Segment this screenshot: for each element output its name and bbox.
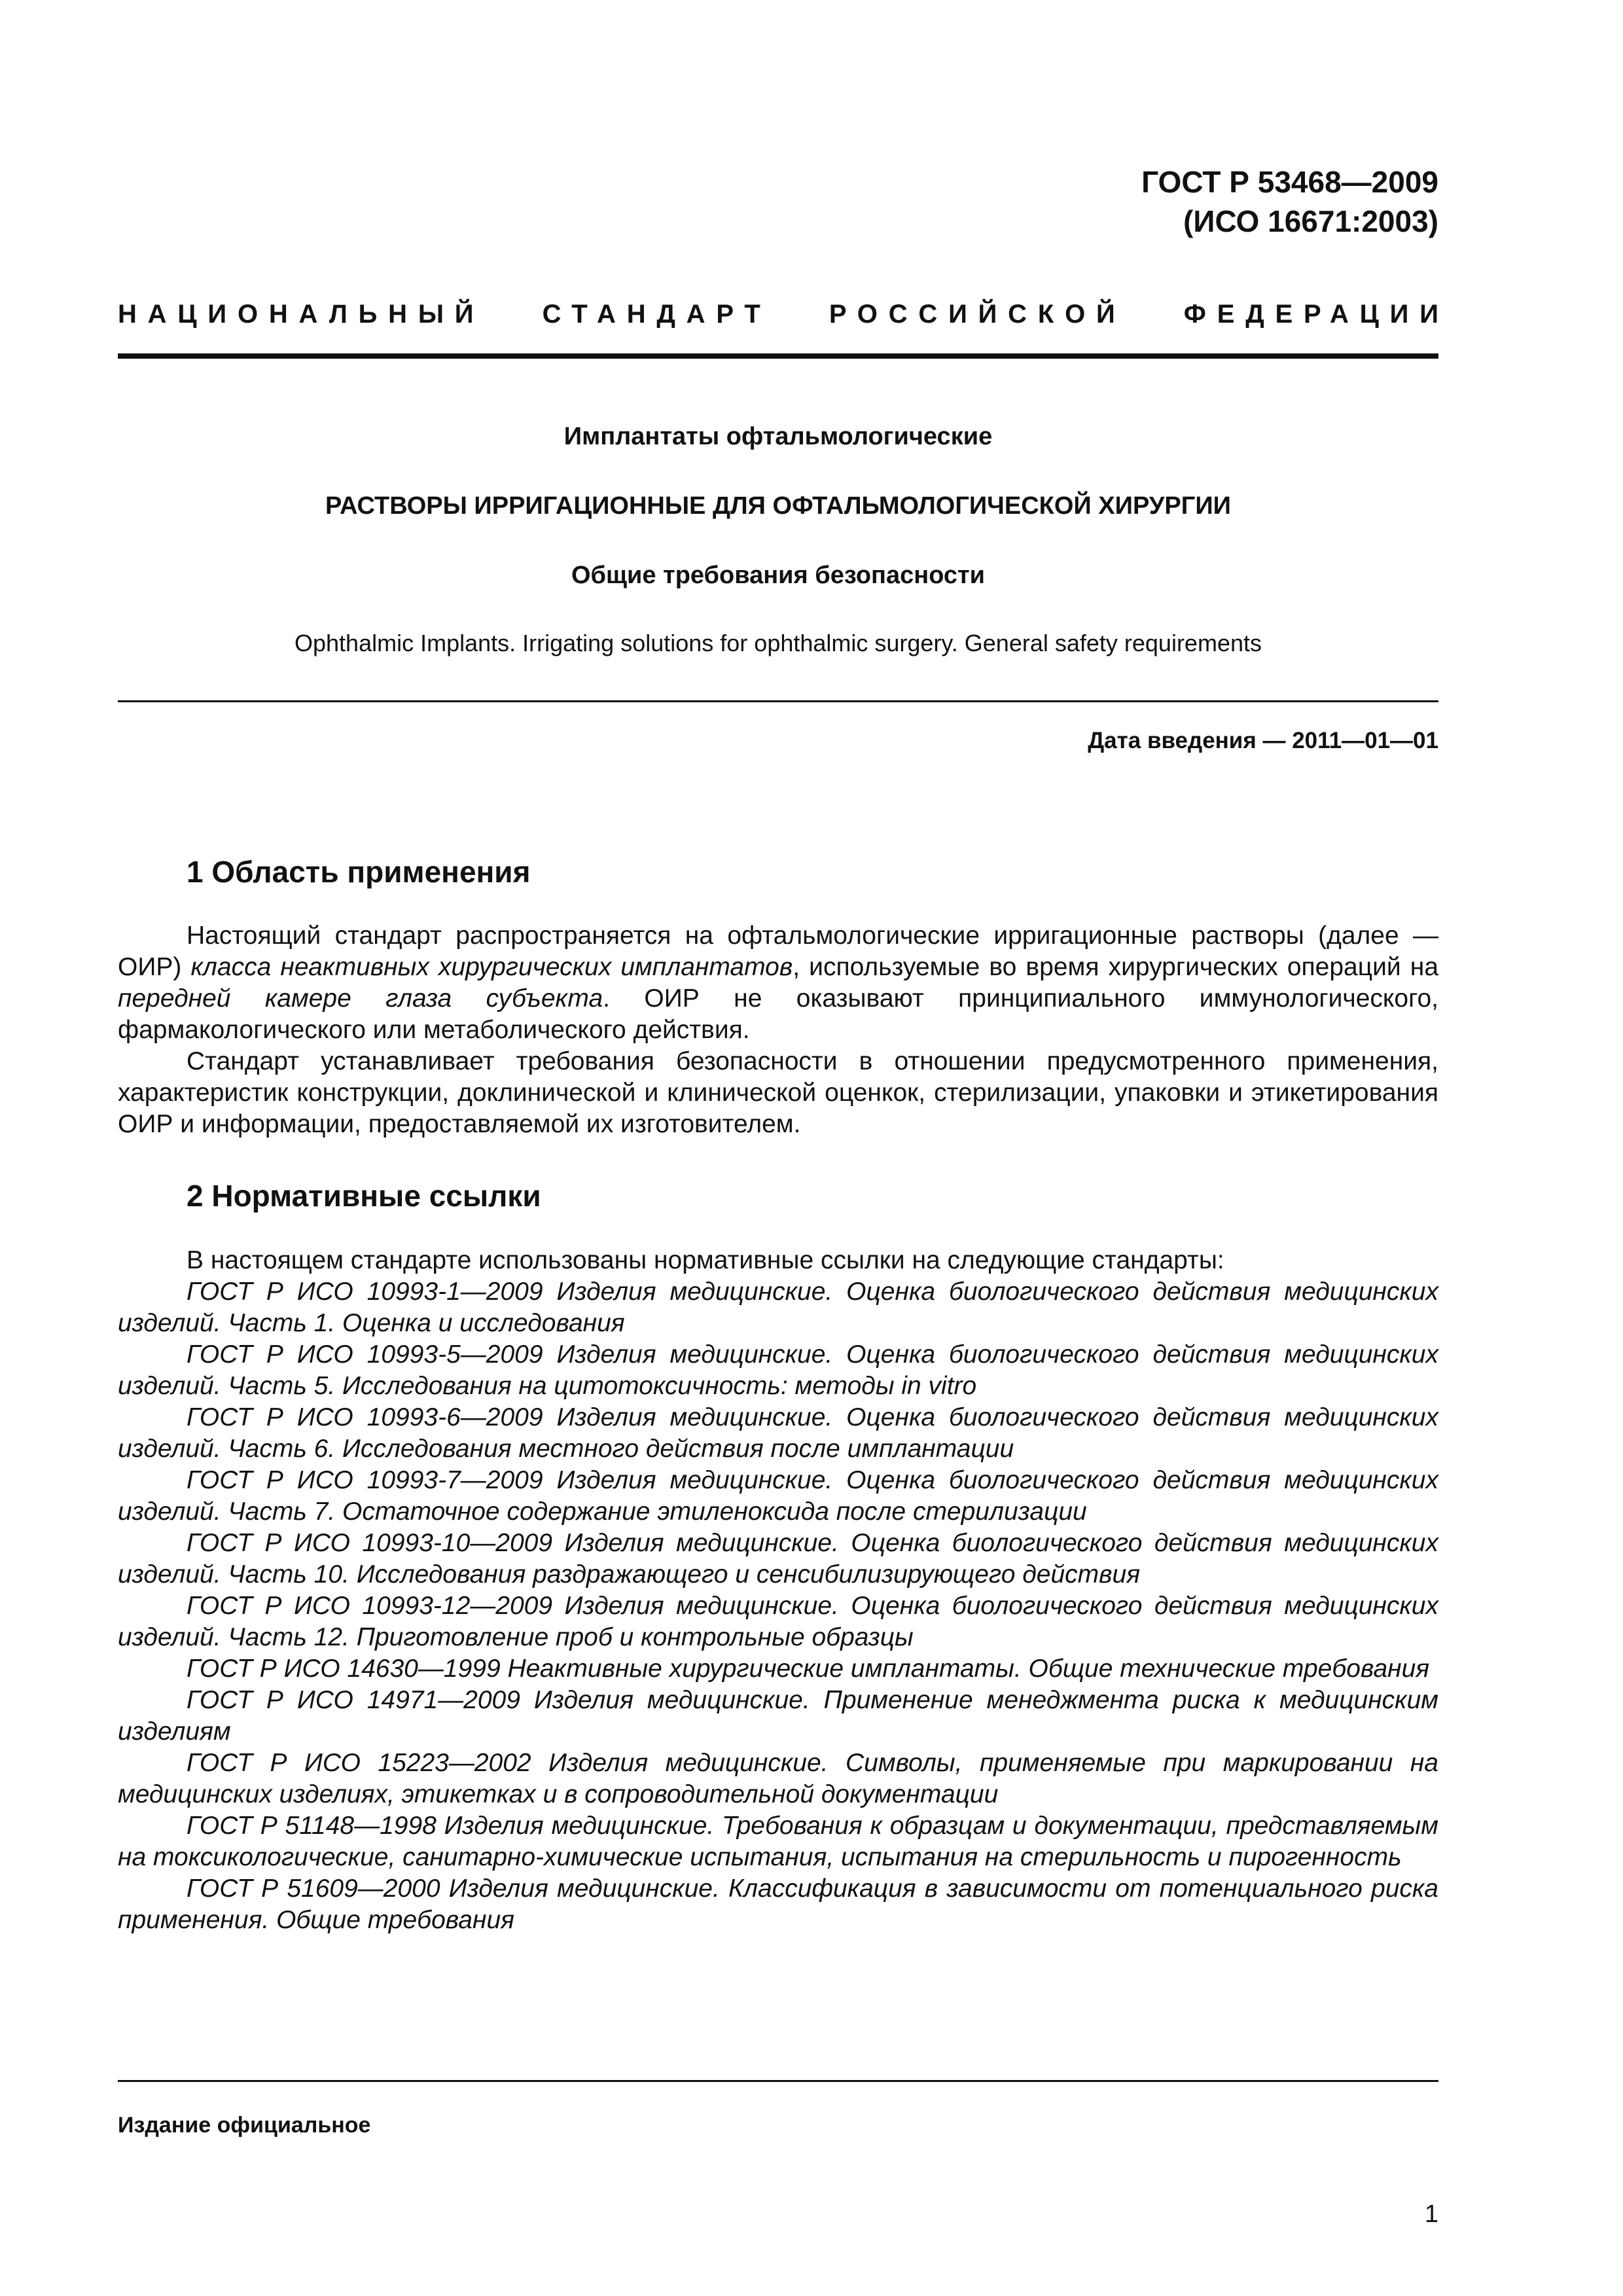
document-title: РАСТВОРЫ ИРРИГАЦИОННЫЕ ДЛЯ ОФТАЛЬМОЛОГИЧЕСКОЙ ХИРУРГИИ [325, 492, 1231, 520]
header-divider [118, 353, 1438, 359]
iso-number: (ИСО 16671:2003) [1183, 204, 1438, 238]
reference-item: ГОСТ Р ИСО 10993-10—2009 Изделия медицинские. Оценка биологического действия медицинских изделий. Часть 10. Исследования раздражающего и сенсибилизирующего действия [118, 1529, 1438, 1588]
national-standard-banner [118, 300, 1450, 329]
title-divider [118, 700, 1438, 702]
effective-date: Дата введения — 2011—01—01 [1088, 728, 1438, 753]
reference-item: ГОСТ Р ИСО 14971—2009 Изделия медицинские. Применение менеджмента риска к медицинским изделиям [118, 1686, 1438, 1746]
banner-word: СТАНДАРТ [542, 300, 772, 329]
english-title: Ophthalmic Implants. Irrigating solutions for ophthalmic surgery. General safety requirements [294, 630, 1262, 656]
official-edition-label: Издание официальное [118, 2113, 371, 2138]
reference-item: ГОСТ Р ИСО 10993-7—2009 Изделия медицинские. Оценка биологического действия медицинских изделий. Часть 7. Остаточное содержание этиленоксида после стерилизации [118, 1466, 1438, 1526]
reference-item: ГОСТ Р ИСО 14630—1999 Неактивные хирургические имплантаты. Общие технические требования [187, 1655, 1430, 1683]
standard-designation [1141, 162, 1438, 241]
standard-number: ГОСТ Р 53468—2009 [1141, 165, 1438, 199]
reference-item: ГОСТ Р ИСО 15223—2002 Изделия медицинские. Символы, применяемые при маркировании на медицинских изделиях, этикетках и в сопроводительной документации [118, 1749, 1438, 1808]
section-1-paragraph-2: Стандарт устанавливает требования безопасности в отношении предусмотренного применения, характеристик конструкции, доклинической и клинической оценкок, стерилизации, упаковки и этикетирования ОИР и информации, предоставляемой их изготовителем. [118, 1047, 1438, 1138]
reference-item: ГОСТ Р ИСО 10993-5—2009 Изделия медицинские. Оценка биологического действия медицинских изделий. Часть 5. Исследования на цитотоксичность: методы in vitro [118, 1340, 1438, 1400]
banner-word: НАЦИОНАЛЬНЫЙ [118, 300, 485, 329]
reference-item: ГОСТ Р ИСО 10993-1—2009 Изделия медицинские. Оценка биологического действия медицинских изделий. Часть 1. Оценка и исследования [118, 1278, 1438, 1337]
normative-references-list [118, 1245, 1438, 1936]
page-number: 1 [1424, 2200, 1438, 2228]
reference-item: ГОСТ Р 51148—1998 Изделия медицинские. Требования к образцам и документации, представляемым на токсикологические, санитарно-химические испытания, испытания на стерильность и пирогенность [118, 1812, 1438, 1871]
banner-word: ФЕДЕРАЦИИ [1183, 300, 1450, 329]
section-1-paragraph-1: Настоящий стандарт распространяется на офтальмологические ирригационные растворы (далее — ОИР) класса неактивных хирургических имплантатов, используемые во время хирургических операций на передней камере глаза субъекта. ОИР не оказывают принципиального иммунологического, фармакологического или метаболического действия. [118, 922, 1439, 1044]
section-1-heading: 1 Область применения [187, 855, 531, 889]
references-intro: В настоящем стандарте использованы нормативные ссылки на следующие стандарты: [187, 1246, 1224, 1274]
reference-item: ГОСТ Р ИСО 10993-6—2009 Изделия медицинские. Оценка биологического действия медицинских изделий. Часть 6. Исследования местного действия после имплантации [118, 1403, 1438, 1463]
footer-divider [118, 2080, 1438, 2082]
section-2-heading: 2 Нормативные ссылки [187, 1179, 541, 1213]
title-group-name: Имплантаты офтальмологические [563, 423, 993, 450]
document-subtitle: Общие требования безопасности [571, 562, 986, 589]
banner-word: РОССИЙСКОЙ [829, 300, 1126, 329]
reference-item: ГОСТ Р ИСО 10993-12—2009 Изделия медицинские. Оценка биологического действия медицинских изделий. Часть 12. Приготовление проб и контрольные образцы [118, 1592, 1438, 1651]
reference-item: ГОСТ Р 51609—2000 Изделия медицинские. Классификация в зависимости от потенциального риска применения. Общие требования [118, 1874, 1438, 1934]
section-1-body [118, 920, 1438, 1140]
